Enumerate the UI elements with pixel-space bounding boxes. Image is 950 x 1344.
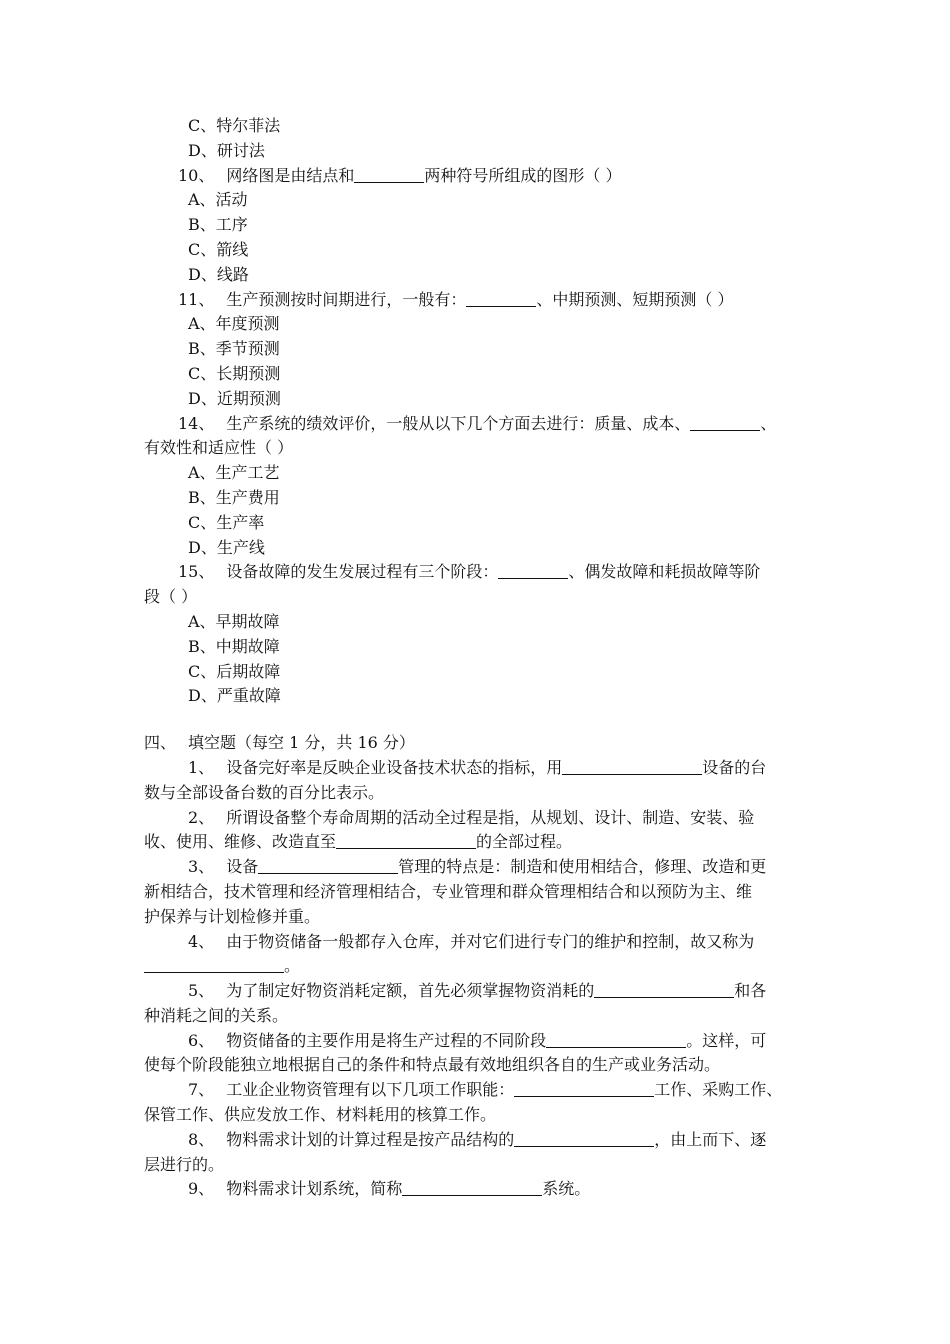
q14-option-a: A、生产工艺 bbox=[188, 463, 280, 483]
q11-option-d: D、近期预测 bbox=[188, 388, 281, 408]
q15-number: 15、 bbox=[178, 562, 215, 582]
q14-option-b: B、生产费用 bbox=[188, 487, 280, 507]
q11-option-a: A、年度预测 bbox=[188, 314, 280, 334]
q15-stem-continued: 段（ ） bbox=[144, 587, 198, 607]
fill-4-number: 4、 bbox=[188, 931, 215, 951]
q11-option-c: C、长期预测 bbox=[188, 363, 281, 383]
fill-5-number: 5、 bbox=[188, 981, 215, 1001]
q14-option-d: D、生产线 bbox=[188, 537, 265, 557]
fill-6-text-after: 。这样，可 bbox=[686, 1030, 767, 1050]
fill-5-blank bbox=[594, 981, 734, 998]
fill-4-text-after: 。 bbox=[284, 956, 301, 976]
q15-stem bbox=[0, 560, 950, 585]
q11-number: 11、 bbox=[178, 289, 215, 309]
fill-8-text-after: ，由上而下、逐 bbox=[654, 1129, 767, 1149]
q11-option-b: B、季节预测 bbox=[188, 339, 280, 359]
fill-1-text-before: 设备完好率是反映企业设备技术状态的指标，用 bbox=[226, 757, 563, 777]
fill-3-text-after: 管理的特点是：制造和使用相结合，修理、改造和更 bbox=[398, 857, 767, 877]
q10-number: 10、 bbox=[178, 165, 215, 185]
fill-6-number: 6、 bbox=[188, 1030, 215, 1050]
fill-4-text: 由于物资储备一般都存入仓库，并对它们进行专门的维护和控制，故又称为 bbox=[226, 931, 755, 951]
q14-stem bbox=[0, 412, 950, 437]
fill-5-text-before: 为了制定好物资消耗定额，首先必须掌握物资消耗的 bbox=[226, 981, 595, 1001]
q10-option-d: D、线路 bbox=[188, 264, 249, 284]
fill-6-text-before: 物资储备的主要作用是将生产过程的不同阶段 bbox=[226, 1030, 547, 1050]
fill-1-number: 1、 bbox=[188, 757, 215, 777]
fill-4 bbox=[0, 930, 950, 955]
fill-8 bbox=[0, 1128, 950, 1153]
q14-text-before: 生产系统的绩效评价，一般从以下几个方面去进行：质量、成本、 bbox=[226, 413, 691, 433]
q14-text-after: 、 bbox=[760, 413, 777, 433]
q11-text-after: 、中期预测、短期预测（ ） bbox=[536, 289, 734, 309]
q9-option-d: D、研讨法 bbox=[188, 140, 265, 160]
q15-option-a: A、早期故障 bbox=[188, 611, 280, 631]
fill-8-number: 8、 bbox=[188, 1129, 215, 1149]
fill-1 bbox=[0, 756, 950, 781]
fill-6 bbox=[0, 1029, 950, 1054]
section-4-title: 填空题（每空 1 分，共 16 分） bbox=[188, 733, 415, 753]
q15-option-c: C、后期故障 bbox=[188, 661, 281, 681]
q14-stem-continued: 有效性和适应性（ ） bbox=[144, 438, 294, 458]
q14-option-c: C、生产率 bbox=[188, 512, 265, 532]
fill-6-blank bbox=[546, 1031, 686, 1048]
q10-option-c: C、箭线 bbox=[188, 239, 249, 259]
section-4-number: 四、 bbox=[144, 733, 177, 753]
fill-1-blank bbox=[562, 758, 702, 775]
q15-option-d: D、严重故障 bbox=[188, 686, 281, 706]
fill-3-continued-2: 护保养与计划检修并重。 bbox=[144, 906, 321, 926]
q10-blank bbox=[354, 166, 424, 183]
q10-option-a: A、活动 bbox=[188, 190, 248, 210]
fill-3 bbox=[0, 855, 950, 880]
fill-1-continued: 数与全部设备台数的百分比表示。 bbox=[144, 782, 385, 802]
section-4-heading bbox=[0, 731, 950, 756]
fill-7-text-before: 工业企业物资管理有以下几项工作职能： bbox=[226, 1080, 515, 1100]
fill-4-continued bbox=[0, 954, 950, 979]
fill-9 bbox=[0, 1177, 950, 1202]
fill-5-text-after: 和各 bbox=[734, 981, 767, 1001]
fill-9-number: 9、 bbox=[188, 1179, 215, 1199]
q11-text-before: 生产预测按时间期进行，一般有： bbox=[226, 289, 467, 309]
fill-3-text-before: 设备 bbox=[226, 857, 259, 877]
q11-stem bbox=[0, 288, 950, 313]
fill-2-text-before: 收、使用、维修、改造直至 bbox=[144, 832, 337, 852]
fill-1-text-after: 设备的台 bbox=[702, 757, 767, 777]
fill-9-blank bbox=[402, 1179, 542, 1196]
fill-7 bbox=[0, 1078, 950, 1103]
fill-5-continued: 种消耗之间的关系。 bbox=[144, 1005, 289, 1025]
fill-2 bbox=[0, 806, 950, 831]
fill-2-text: 所谓设备整个寿命周期的活动全过程是指，从规划、设计、制造、安装、验 bbox=[226, 807, 755, 827]
fill-2-continued bbox=[0, 830, 950, 855]
fill-7-number: 7、 bbox=[188, 1080, 215, 1100]
fill-2-blank bbox=[336, 832, 476, 849]
q15-option-b: B、中期故障 bbox=[188, 636, 280, 656]
q14-blank bbox=[690, 414, 760, 431]
exam-page bbox=[0, 114, 950, 1202]
fill-3-blank bbox=[258, 857, 398, 874]
fill-7-text-after: 工作、采购工作、 bbox=[654, 1080, 783, 1100]
fill-2-number: 2、 bbox=[188, 807, 215, 827]
q10-text-after: 两种符号所组成的图形（ ） bbox=[424, 165, 622, 185]
fill-7-blank bbox=[514, 1080, 654, 1097]
fill-4-blank bbox=[144, 956, 284, 973]
q14-number: 14、 bbox=[178, 413, 215, 433]
fill-9-text-after: 系统。 bbox=[542, 1179, 591, 1199]
q15-text-after: 、偶发故障和耗损故障等阶 bbox=[568, 562, 761, 582]
q15-blank bbox=[498, 562, 568, 579]
q11-blank bbox=[466, 290, 536, 307]
section-gap bbox=[0, 709, 950, 731]
fill-2-text-after: 的全部过程。 bbox=[476, 832, 573, 852]
fill-8-blank bbox=[514, 1130, 654, 1147]
fill-8-text-before: 物料需求计划的计算过程是按产品结构的 bbox=[226, 1129, 515, 1149]
fill-6-continued: 使每个阶段能独立地根据自己的条件和特点最有效地组织各自的生产或业务活动。 bbox=[144, 1055, 721, 1075]
fill-9-text-before: 物料需求计划系统，简称 bbox=[226, 1179, 403, 1199]
fill-3-number: 3、 bbox=[188, 857, 215, 877]
fill-7-continued: 保管工作、供应发放工作、材料耗用的核算工作。 bbox=[144, 1105, 497, 1125]
fill-8-continued: 层进行的。 bbox=[144, 1154, 225, 1174]
q10-option-b: B、工序 bbox=[188, 215, 248, 235]
q15-text-before: 设备故障的发生发展过程有三个阶段： bbox=[226, 562, 499, 582]
q10-stem bbox=[0, 164, 950, 189]
fill-5 bbox=[0, 979, 950, 1004]
q9-option-c: C、特尔菲法 bbox=[188, 116, 281, 135]
fill-3-continued-1: 新相结合，技术管理和经济管理相结合，专业管理和群众管理相结合和以预防为主、维 bbox=[144, 881, 753, 901]
q10-text-before: 网络图是由结点和 bbox=[226, 165, 355, 185]
